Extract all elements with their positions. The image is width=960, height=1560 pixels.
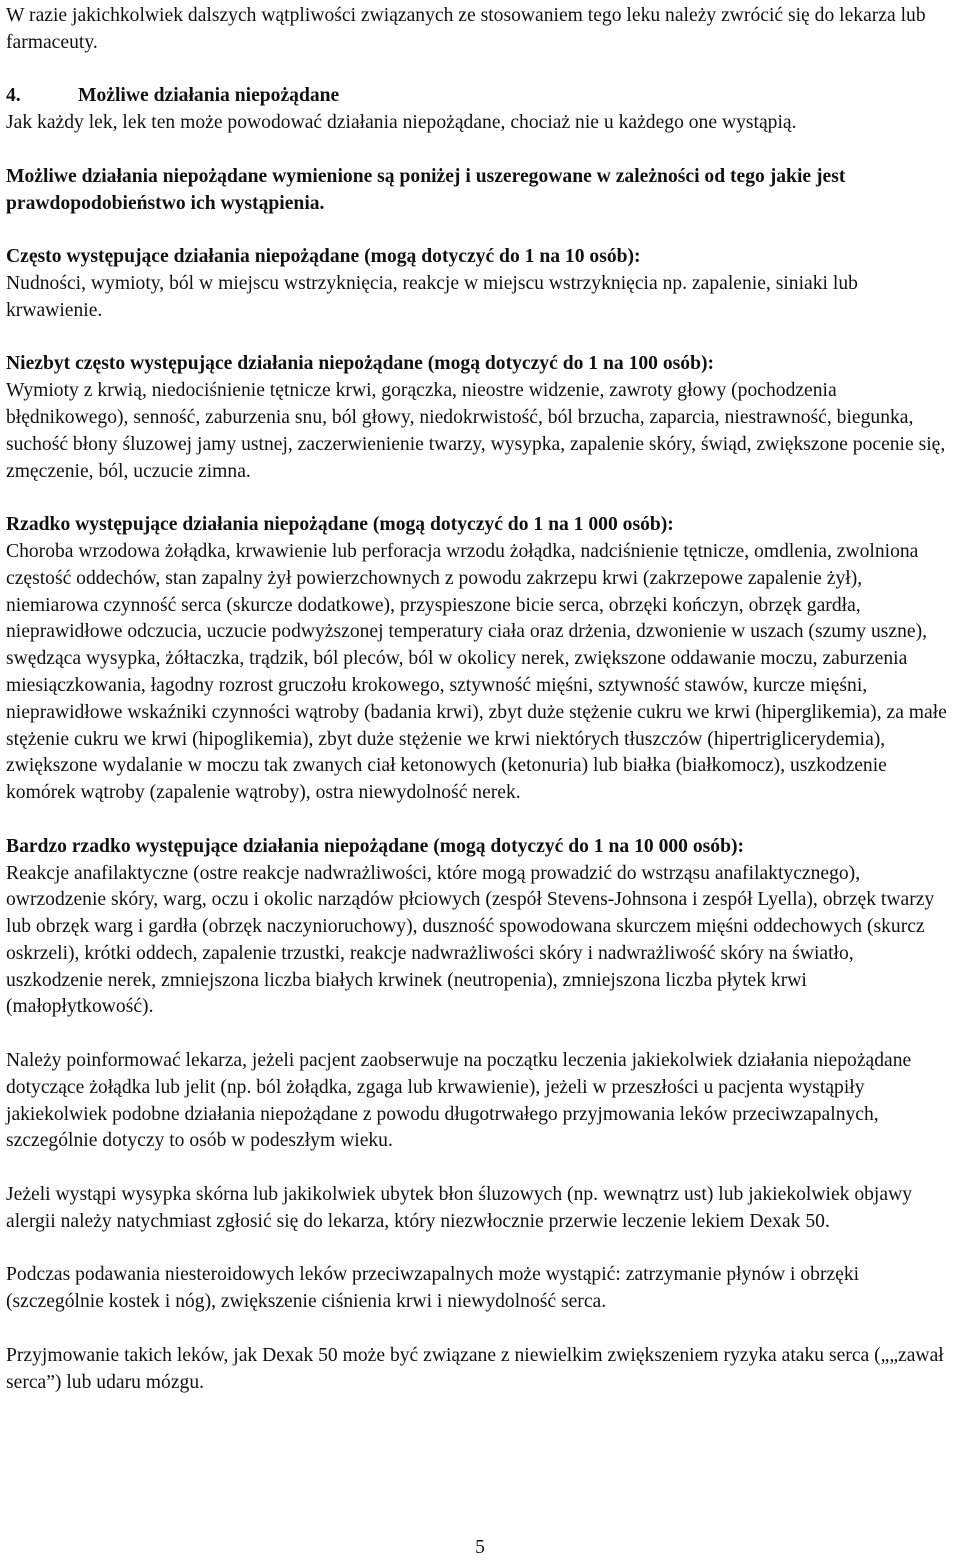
- section-lead: Jak każdy lek, lek ten może powodować działania niepożądane, chociaż nie u każdego one wystąpią.: [6, 112, 797, 134]
- frequency-note: Możliwe działania niepożądane wymienione są poniżej i uszeregowane w zależności od tego jakie jest prawdopodobieństwo ich wystąpienia.: [6, 165, 846, 214]
- group-heading: Bardzo rzadko występujące działania niepożądane (mogą dotyczyć do 1 na 10 000 osób):: [6, 835, 745, 857]
- frequency-group-uncommon: [6, 351, 954, 485]
- intro-paragraph: W razie jakichkolwiek dalszych wątpliwości związanych ze stosowaniem tego leku należy zwrócić się do lekarza lub farmaceuty.: [6, 5, 926, 53]
- document-page: [6, 3, 954, 1396]
- paragraph-gi-warning: Należy poinformować lekarza, jeżeli pacjent zaobserwuje na początku leczenia jakiekolwiek działania niepożądane dotyczące żołądka lub jelit (np. ból żołądka, zgaga lub krwawienie), jeżeli w przeszłości u pacjenta wystąpiły jakiekolwiek podobne działania niepożądane z powodu długotrwałego przyjmowania leków przeciwzapalnych, szczególnie dotyczy to osób w podeszłym wieku.: [6, 1050, 912, 1152]
- section-heading: [6, 83, 954, 110]
- group-text: Nudności, wymioty, ból w miejscu wstrzyknięcia, reakcje w miejscu wstrzyknięcia np. zapalenie, siniaki lub krwawienie.: [6, 272, 858, 321]
- group-heading: Niezbyt często występujące działania niepożądane (mogą dotyczyć do 1 na 100 osób):: [6, 353, 715, 375]
- paragraph-fluid-retention: Podczas podawania niesteroidowych leków przeciwzapalnych może wystąpić: zatrzymanie płynów i obrzęki (szczególnie kostek i nóg), zwiększenie ciśnienia krwi i niewydolność serca.: [6, 1264, 860, 1313]
- section-title: Możliwe działania niepożądane: [78, 85, 340, 107]
- frequency-group-very-rare: [6, 834, 954, 1022]
- frequency-group-common: [6, 244, 954, 324]
- group-text: Choroba wrzodowa żołądka, krwawienie lub perforacja wrzodu żołądka, nadciśnienie tętnicze, omdlenia, zwolniona częstość oddechów, stan zapalny żył powierzchownych z powodu zakrzepu krwi (zakrzepowe zapalenie żył), niemiarowa czynność serca (skurcze dodatkowe), przyspieszone bicie serca, obrzęki kończyn, obrzęk gardła, nieprawidłowe odczucia, uczucie podwyższonej temperatury ciała oraz drżenia, dzwonienie w uszach (szumy uszne), swędząca wysypka, żółtaczka, trądzik, ból pleców, ból w okolicy nerek, zwiększone oddawanie moczu, zaburzenia miesiączkowania, łagodny rozrost gruczołu krokowego, sztywność mięśni, sztywność stawów, kurcze mięśni, nieprawidłowe wskaźniki czynności wątroby (badania krwi), zbyt duże stężenie cukru we krwi (hiperglikemia), za małe stężenie cukru we krwi (hipoglikemia), zbyt duże stężenie we krwi niektórych tłuszczów (hipertriglicerydemia), zwiększone wydalanie w moczu tak zwanych ciał ketonowych (ketonuria) lub białka (białkomocz), uszkodzenie komórek wątroby (zapalenie wątroby), ostra niewydolność nerek.: [6, 540, 947, 804]
- paragraph-cardio-risk: Przyjmowanie takich leków, jak Dexak 50 może być związane z niewielkim zwiększeniem ryzyka ataku serca („„zawał serca”) lub udaru mózgu.: [6, 1344, 944, 1393]
- page-number: 5: [475, 1537, 485, 1558]
- group-heading: Rzadko występujące działania niepożądane (mogą dotyczyć do 1 na 1 000 osób):: [6, 514, 674, 536]
- frequency-group-rare: [6, 512, 954, 807]
- section-number: 4.: [6, 85, 21, 107]
- paragraph-skin-allergy: Jeżeli wystąpi wysypka skórna lub jakikolwiek ubytek błon śluzowych (np. wewnątrz ust) lub jakiekolwiek objawy alergii należy natychmiast zgłosić się do lekarza, który niezwłocznie przerwie leczenie lekiem Dexak 50.: [6, 1184, 913, 1232]
- group-text: Wymioty z krwią, niedociśnienie tętnicze krwi, gorączka, nieostre widzenie, zawroty głowy (pochodzenia błędnikowego), senność, zaburzenia snu, ból głowy, niedokrwistość, ból brzucha, zaparcia, niestrawność, biegunka, suchość błony śluzowej jamy ustnej, zaczerwienienie twarzy, wysypka, zapalenie skóry, świąd, zwiększone pocenie się, zmęczenie, ból, uczucie zimna.: [6, 380, 946, 482]
- group-heading: Często występujące działania niepożądane (mogą dotyczyć do 1 na 10 osób):: [6, 246, 641, 268]
- group-text: Reakcje anafilaktyczne (ostre reakcje nadwrażliwości, które mogą prowadzić do wstrząsu anafilaktycznego), owrzodzenie skóry, warg, oczu i okolic narządów płciowych (zespół Stevens-Johnsona i zespół Lyella), obrzęk twarzy lub obrzęk warg i gardła (obrzęk naczynioruchowy), duszność spowodowana skurczem mięśni oddechowych (skurcz oskrzeli), krótki oddech, zapalenie trzustki, reakcje nadwrażliwości skóry i nadwrażliwość skóry na światło, uszkodzenie nerek, zmniejszona liczba białych krwinek (neutropenia), zmniejszona liczba płytek krwi (małopłytkowość).: [6, 862, 935, 1018]
